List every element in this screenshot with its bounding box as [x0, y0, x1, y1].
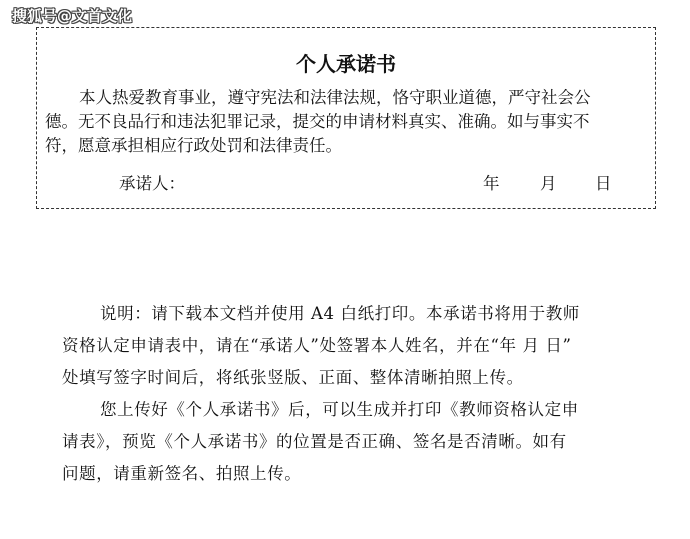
pledge-box	[36, 27, 656, 209]
date-year-label: 年	[483, 174, 500, 193]
pledge-title: 个人承诺书	[296, 52, 396, 76]
instruction-line: 您上传好《个人承诺书》后，可以生成并打印《教师资格认定申	[100, 400, 579, 419]
pledge-body-line: 符，愿意承担相应行政处罚和法律责任。	[45, 136, 342, 155]
date-day-label: 日	[595, 174, 612, 193]
instruction-line: 说明：请下载本文档并使用 A4 白纸打印。本承诺书将用于教师	[100, 304, 580, 323]
instruction-line: 请表》，预览《个人承诺书》的位置是否正确、签名是否清晰。如有	[62, 432, 567, 451]
pledge-body-line: 本人热爱教育事业，遵守宪法和法律法规，恪守职业道德，严守社会公	[79, 88, 591, 107]
pledge-body-line: 德。无不良品行和违法犯罪记录，提交的申请材料真实、准确。如与事实不	[45, 112, 590, 131]
watermark-text: 搜狐号@文首文化	[12, 7, 133, 25]
instruction-line: 处填写签字时间后，将纸张竖版、正面、整体清晰拍照上传。	[62, 368, 524, 387]
date-month-label: 月	[540, 174, 557, 193]
instructions	[62, 298, 662, 490]
instruction-line: 资格认定申请表中，请在“承诺人”处签署本人姓名，并在“年 月 日”	[62, 336, 572, 355]
signer-label: 承诺人：	[119, 174, 185, 193]
pledge-body	[45, 86, 657, 158]
instruction-line: 问题，请重新签名、拍照上传。	[62, 464, 302, 483]
